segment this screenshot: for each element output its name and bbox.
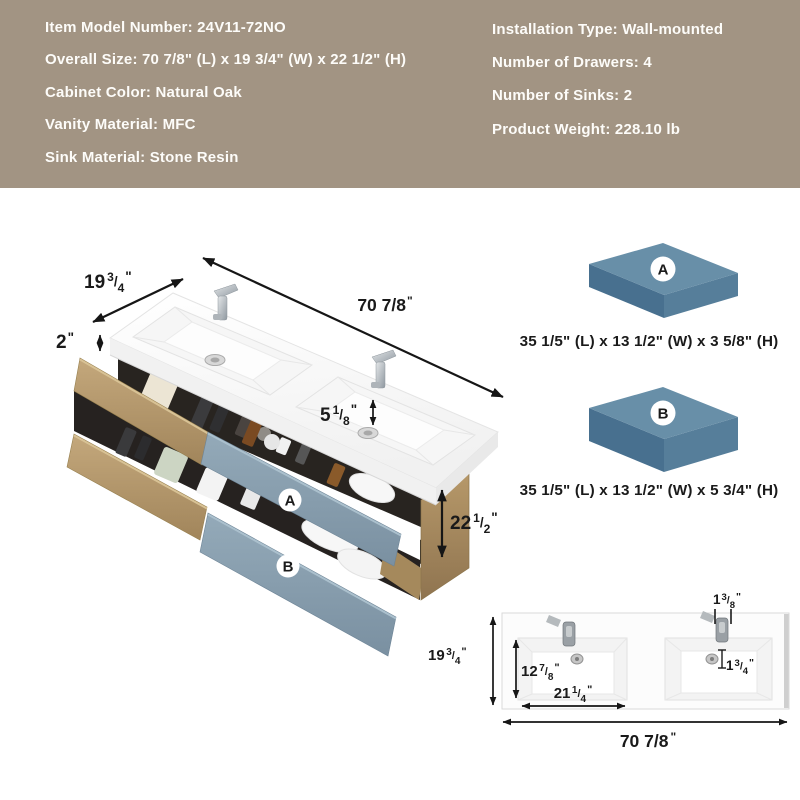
faucet-detail [719,622,725,633]
dim-basin-length-label: 21 $^1_{/4}$" [553,684,593,705]
vanity-illustration [67,284,498,656]
spec-drawer-count: Number of Drawers: 4 [492,54,652,72]
spec-sink-material: Sink Material: Stone Resin [45,148,239,166]
dim-faucet-offset-label: 1$^3_{/8}$" [712,591,742,611]
drawer-box-a [520,243,779,350]
faucet-right [371,350,396,388]
spec-cabinet-color: Cabinet Color: Natural Oak [45,83,242,101]
dim-faucet-height-label: 5 $^1_{/8}$" [320,402,358,428]
drain-center [211,358,220,363]
faucet-detail [566,626,572,637]
dim-basin-depth-label: 12 $^7_{/8}$" [521,662,560,683]
box-b-dimensions: 35 1/5" (L) x 13 1/2" (W) x 5 3/4" (H) [519,482,779,499]
faucet-left [213,284,238,320]
spec-overall-size: Overall Size: 70 7/8" (L) x 19 3/4" (W) x 22 1/2" (H) [45,51,407,69]
product-diagram [0,188,800,800]
spec-vanity-material: Vanity Material: MFC [45,116,196,134]
drain-center [710,657,714,661]
drawer-box-b [520,387,779,499]
specs-header [0,0,800,188]
dim-height-label: 22 $^1_{/2}$" [450,510,498,536]
faucet-spout [213,314,222,320]
dim-tv-length-label: 70 7/8 " [619,730,677,751]
specs-left-column [45,12,406,174]
top-view-basin-right [665,638,772,700]
dim-depth-label: 19 $^3_{/4}$" [84,269,132,295]
countertop-top-view [428,591,789,751]
drawer-a-letter: A [284,492,296,510]
box-b-letter: B [657,405,669,423]
box-a-letter: A [657,261,669,279]
dim-length-label: 70 7/8" [357,294,413,315]
dim-drain-offset-label: 1$^3_{/4}$" [726,657,755,677]
spec-sink-count: Number of Sinks: 2 [492,87,633,105]
box-a-dimensions: 35 1/5" (L) x 13 1/2" (W) x 3 5/8" (H) [519,333,779,350]
spec-product-weight: Product Weight: 228.10 lb [492,120,681,138]
top-view-counter-shadow [784,614,789,708]
drain-center [364,431,373,436]
specs-right-column [492,13,723,146]
spec-installation-type: Installation Type: Wall-mounted [492,21,724,38]
drain-center [575,657,579,661]
faucet-spout [371,382,380,388]
drawer-b-letter: B [282,558,294,576]
drawer-item [264,434,280,450]
spec-model-number: Item Model Number: 24V11-72NO [45,19,286,36]
dim-tv-depth-label: 19 $^3_{/4}$" [428,646,467,667]
dim-thickness-label: 2" [56,330,74,353]
